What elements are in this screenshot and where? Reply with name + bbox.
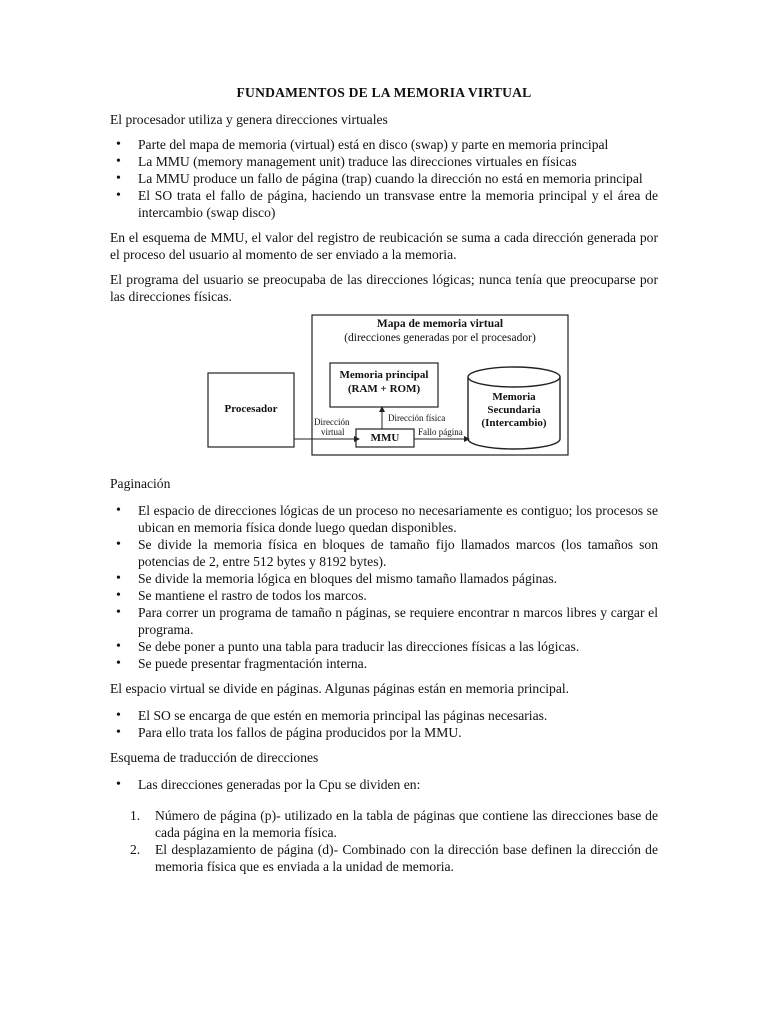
document-title: FUNDAMENTOS DE LA MEMORIA VIRTUAL [236,85,532,100]
memoria-principal-sublabel: (RAM + ROM) [347,383,421,395]
numbered-list [110,807,658,875]
memoria-principal-label: Memoria principal [339,369,429,381]
list-item: • La MMU produce un fallo de página (trap) cuando la dirección no está en memoria principal [110,170,658,187]
direccion-virtual-label-2: virtual [321,427,345,437]
fallo-pagina-label: Fallo página [418,427,463,437]
mmu-paragraph: En el esquema de MMU, el valor del registro de reubicación se suma a cada dirección generada por el proceso del usuario al momento de ser enviado a la memoria. [110,230,658,262]
memoria-secundaria-label-1: Memoria [492,391,536,403]
map-title: Mapa de memoria virtual [376,318,504,330]
list-text: Número de página (p)- utilizado en la tabla de páginas que contiene las direcciones base de cada página en la memoria física. [155,808,658,840]
virtual-memory-diagram [110,313,658,463]
cylinder-top [468,367,560,387]
paginacion-bullets [110,502,658,672]
list-number: 1. [130,808,141,823]
list-item [110,841,658,875]
list-item: • Parte del mapa de memoria (virtual) está en disco (swap) y parte en memoria principal [110,136,658,153]
list-item: • La MMU (memory management unit) traduce las direcciones virtuales en físicas [110,153,658,170]
list-item: • Se puede presentar fragmentación interna. [110,655,658,672]
paginacion-heading: Paginación [110,476,171,491]
document-page [110,84,658,875]
list-item [110,807,658,841]
memoria-secundaria-label-2: Secundaria [487,404,541,416]
esquema-heading: Esquema de traducción de direcciones [110,750,319,765]
list-item: • El SO se encarga de que estén en memoria principal las páginas necesarias. [110,707,658,724]
list-number: 2. [130,842,141,857]
list-item: • Para ello trata los fallos de página producidos por la MMU. [110,724,658,741]
list-item: • Las direcciones generadas por la Cpu se dividen en: [110,776,658,793]
direccion-virtual-label-1: Dirección [314,417,350,427]
so-bullets [110,707,658,741]
direccion-fisica-label: Dirección física [388,413,446,423]
list-item: • El espacio de direcciones lógicas de un proceso no necesariamente es contiguo; los procesos se ubican en memoria física donde luego quedan disponibles. [110,502,658,536]
procesador-label: Procesador [224,403,278,415]
espacio-virtual-paragraph: El espacio virtual se divide en páginas. Algunas páginas están en memoria principal. [110,681,570,696]
list-item: • Se divide la memoria física en bloques de tamaño fijo llamados marcos (los tamaños son potencias de 2, entre 512 bytes y 8192 bytes). [110,536,658,570]
list-item: • Se divide la memoria lógica en bloques del mismo tamaño llamados páginas. [110,570,658,587]
mmu-label: MMU [370,432,400,444]
virtual-memory-bullets [110,136,658,221]
list-item: • Se debe poner a punto una tabla para traducir las direcciones físicas a las lógicas. [110,638,658,655]
intro-paragraph: El procesador utiliza y genera direcciones virtuales [110,112,388,127]
cpu-bullets [110,776,658,793]
list-item: • Para correr un programa de tamaño n páginas, se requiere encontrar n marcos libres y cargar el programa. [110,604,658,638]
list-text: El desplazamiento de página (d)- Combinado con la dirección base definen la dirección de memoria física que es enviada a la unidad de memoria. [155,842,658,874]
map-subtitle: (direcciones generadas por el procesador) [344,332,536,344]
memoria-secundaria-label-3: (Intercambio) [481,417,547,429]
program-paragraph: El programa del usuario se preocupaba de las direcciones lógicas; nunca tenía que preocuparse por las direcciones físicas. [110,272,658,304]
list-item: • Se mantiene el rastro de todos los marcos. [110,587,658,604]
list-item: • El SO trata el fallo de página, haciendo un transvase entre la memoria principal y el área de intercambio (swap disco) [110,187,658,221]
